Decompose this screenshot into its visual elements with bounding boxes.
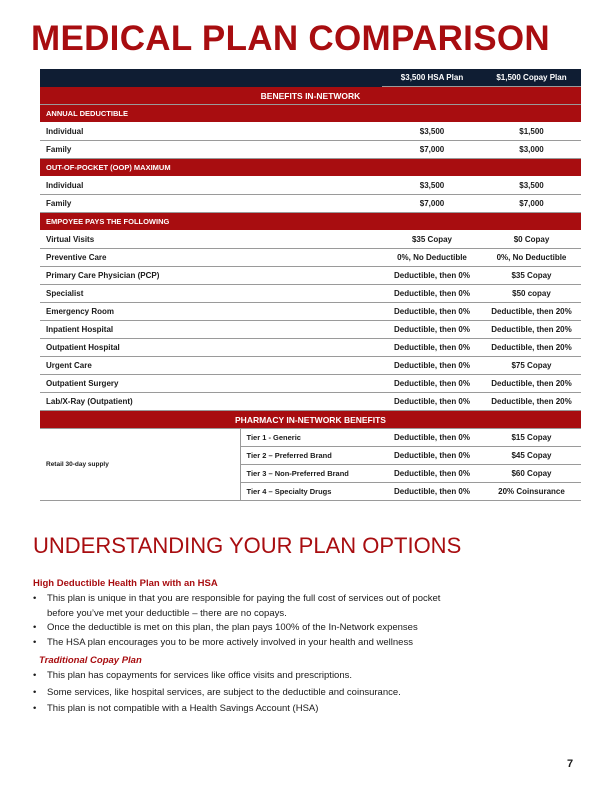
section-row bbox=[40, 159, 581, 177]
copay-bullet: • Some services, like hospital services, are subject to the deductible and coinsurance. bbox=[33, 686, 473, 701]
copay-value: $60 Copay bbox=[482, 465, 581, 483]
options-heading: UNDERSTANDING YOUR PLAN OPTIONS bbox=[33, 533, 462, 558]
hsa-value: Deductible, then 0% bbox=[382, 375, 482, 393]
copay-value: $3,500 bbox=[482, 177, 581, 195]
hsa-value: Deductible, then 0% bbox=[382, 447, 482, 465]
benefits-banner bbox=[40, 87, 581, 105]
pharmacy-row bbox=[40, 429, 581, 447]
table-row bbox=[40, 231, 581, 249]
hsa-value: $3,500 bbox=[382, 177, 482, 195]
tier-label: Tier 1 - Generic bbox=[240, 429, 382, 447]
table-row bbox=[40, 321, 581, 339]
table-header-row bbox=[40, 69, 581, 87]
hsa-value: Deductible, then 0% bbox=[382, 303, 482, 321]
copay-value: Deductible, then 20% bbox=[482, 375, 581, 393]
table-row bbox=[40, 303, 581, 321]
table-row bbox=[40, 357, 581, 375]
copay-value: Deductible, then 20% bbox=[482, 303, 581, 321]
copay-value: $50 copay bbox=[482, 285, 581, 303]
hsa-value: Deductible, then 0% bbox=[382, 321, 482, 339]
table-row bbox=[40, 249, 581, 267]
page-number: 7 bbox=[567, 758, 574, 770]
tier-label: Tier 3 – Non-Preferred Brand bbox=[240, 465, 382, 483]
hsa-value: $7,000 bbox=[382, 195, 482, 213]
benefit-label: Emergency Room bbox=[40, 303, 382, 321]
copay-value: 0%, No Deductible bbox=[482, 249, 581, 267]
benefit-label: Individual bbox=[40, 177, 382, 195]
table-row bbox=[40, 267, 581, 285]
benefit-label: Preventive Care bbox=[40, 249, 382, 267]
hsa-bullet: • The HSA plan encourages you to be more actively involved in your health and wellness bbox=[33, 636, 453, 651]
tier-label: Tier 2 – Preferred Brand bbox=[240, 447, 382, 465]
hsa-value: $7,000 bbox=[382, 141, 482, 159]
col-copay-header: $1,500 Copay Plan bbox=[482, 69, 581, 87]
col-hsa-header: $3,500 HSA Plan bbox=[382, 69, 482, 87]
copay-bullet: • This plan is not compatible with a Health Savings Account (HSA) bbox=[33, 702, 473, 717]
plan-comparison-table bbox=[40, 69, 581, 501]
copay-value: $3,000 bbox=[482, 141, 581, 159]
copay-value: Deductible, then 20% bbox=[482, 393, 581, 411]
hsa-value: Deductible, then 0% bbox=[382, 267, 482, 285]
hsa-value: Deductible, then 0% bbox=[382, 465, 482, 483]
table-row bbox=[40, 339, 581, 357]
copay-value: Deductible, then 20% bbox=[482, 339, 581, 357]
table-row bbox=[40, 141, 581, 159]
hsa-value: Deductible, then 0% bbox=[382, 285, 482, 303]
retail-supply-label: Retail 30-day supply bbox=[40, 429, 240, 501]
table-row bbox=[40, 123, 581, 141]
pharmacy-banner bbox=[40, 411, 581, 429]
section-label: ANNUAL DEDUCTIBLE bbox=[40, 105, 581, 123]
hsa-value: Deductible, then 0% bbox=[382, 339, 482, 357]
hsa-bullet: • Once the deductible is met on this plan, the plan pays 100% of the In-Network expenses bbox=[33, 621, 453, 636]
benefit-label: Family bbox=[40, 141, 382, 159]
table-row bbox=[40, 195, 581, 213]
table-row bbox=[40, 375, 581, 393]
hsa-value: $35 Copay bbox=[382, 231, 482, 249]
hsa-bullet: • This plan is unique in that you are responsible for paying the full cost of services out of pocket before you’ve met your deductible – there are no copays. bbox=[33, 592, 453, 621]
table-row bbox=[40, 393, 581, 411]
benefit-label: Inpatient Hospital bbox=[40, 321, 382, 339]
benefits-banner-label: BENEFITS IN-NETWORK bbox=[40, 87, 581, 105]
benefit-label: Outpatient Surgery bbox=[40, 375, 382, 393]
hsa-plan-title: High Deductible Health Plan with an HSA bbox=[33, 578, 218, 589]
benefit-label: Specialist bbox=[40, 285, 382, 303]
copay-value: 20% Coinsurance bbox=[482, 483, 581, 501]
copay-value: Deductible, then 20% bbox=[482, 321, 581, 339]
copay-plan-title: Traditional Copay Plan bbox=[39, 655, 142, 666]
benefit-label: Outpatient Hospital bbox=[40, 339, 382, 357]
benefit-label: Lab/X-Ray (Outpatient) bbox=[40, 393, 382, 411]
tier-label: Tier 4 – Specialty Drugs bbox=[240, 483, 382, 501]
hsa-value: Deductible, then 0% bbox=[382, 483, 482, 501]
copay-value: $15 Copay bbox=[482, 429, 581, 447]
benefit-label: Family bbox=[40, 195, 382, 213]
benefit-label: Virtual Visits bbox=[40, 231, 382, 249]
copay-value: $75 Copay bbox=[482, 357, 581, 375]
pharmacy-banner-label: PHARMACY IN-NETWORK BENEFITS bbox=[40, 411, 581, 429]
hsa-value: Deductible, then 0% bbox=[382, 357, 482, 375]
page-title: MEDICAL PLAN COMPARISON bbox=[31, 19, 550, 58]
copay-value: $0 Copay bbox=[482, 231, 581, 249]
copay-bullet: • This plan has copayments for services like office visits and prescriptions. bbox=[33, 669, 473, 684]
hsa-bullet-list bbox=[33, 592, 453, 650]
section-label: OUT-OF-POCKET (OOP) MAXIMUM bbox=[40, 159, 581, 177]
copay-bullet-list bbox=[33, 669, 473, 719]
copay-value: $35 Copay bbox=[482, 267, 581, 285]
benefit-label: Individual bbox=[40, 123, 382, 141]
hsa-value: Deductible, then 0% bbox=[382, 393, 482, 411]
benefit-label: Primary Care Physician (PCP) bbox=[40, 267, 382, 285]
hsa-value: 0%, No Deductible bbox=[382, 249, 482, 267]
copay-value: $45 Copay bbox=[482, 447, 581, 465]
section-label: EMPOYEE PAYS THE FOLLOWING bbox=[40, 213, 581, 231]
section-row bbox=[40, 213, 581, 231]
header-spacer bbox=[40, 69, 382, 87]
table-row bbox=[40, 177, 581, 195]
hsa-value: Deductible, then 0% bbox=[382, 429, 482, 447]
table-row bbox=[40, 285, 581, 303]
section-row bbox=[40, 105, 581, 123]
benefit-label: Urgent Care bbox=[40, 357, 382, 375]
copay-value: $1,500 bbox=[482, 123, 581, 141]
hsa-value: $3,500 bbox=[382, 123, 482, 141]
copay-value: $7,000 bbox=[482, 195, 581, 213]
